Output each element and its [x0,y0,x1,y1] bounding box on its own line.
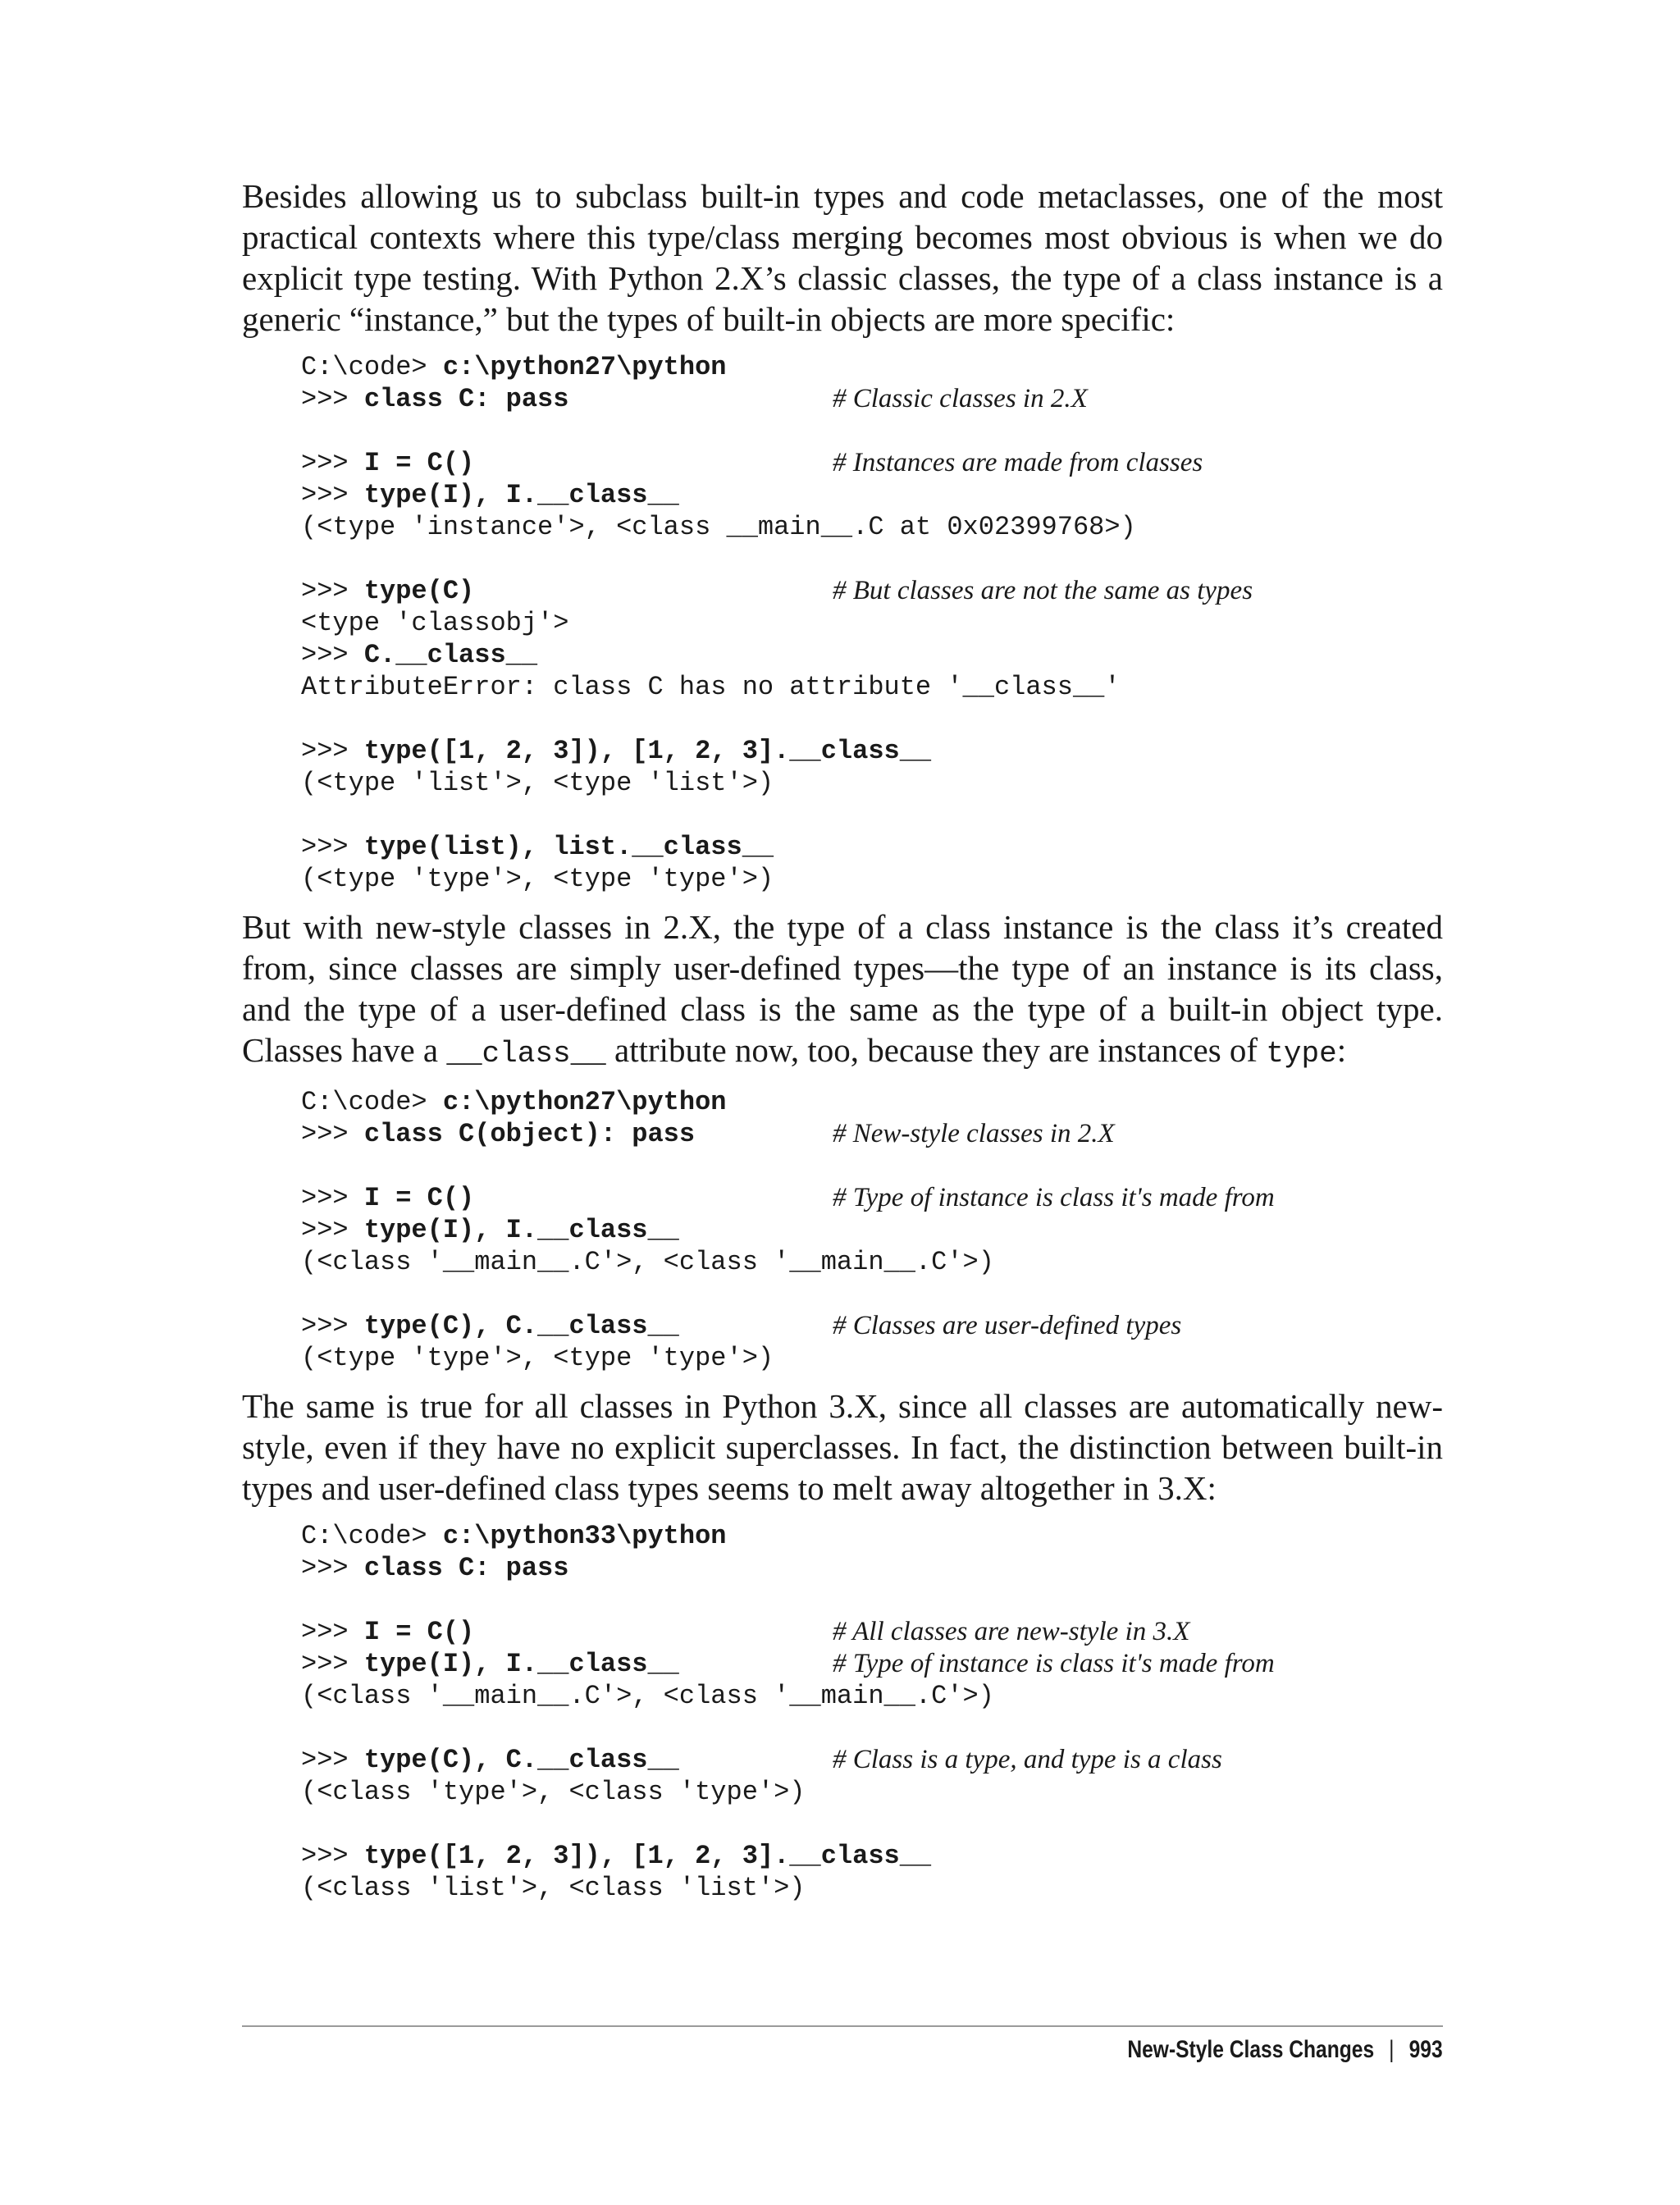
code-prompt: (<type 'type'>, <type 'type'>) [301,864,774,894]
code-comment: # Classic classes in 2.X [833,384,1088,413]
code-line [301,383,1443,415]
code-command: type(I), I.__class__ [363,1215,679,1245]
code-line [301,1278,1443,1310]
code-prompt: (<type 'type'>, <type 'type'>) [301,1343,774,1373]
code-command: c:\python27\python [442,1087,727,1117]
code-line [301,1680,1443,1712]
code-line [301,1712,1443,1744]
code-command: class C: pass [363,384,569,414]
code-comment: # Type of instance is class it's made from [833,1183,1275,1212]
code-command: I = C() [363,1183,475,1213]
code-line [301,1342,1443,1374]
code-command: I = C() [363,448,475,478]
code-prompt: C:\code> [301,1087,443,1117]
code-command: I = C() [363,1617,475,1647]
code-prompt: (<class '__main__.C'>, <class '__main__.C'>) [301,1247,994,1277]
code-line [301,639,1443,671]
footer-section-title: New-Style Class Changes [1127,2036,1375,2063]
inline-code-class-attr: __class__ [446,1037,606,1071]
paragraph-2 [242,906,1443,1075]
code-prompt: <type 'classobj'> [301,608,569,638]
code-prompt: >>> [301,1183,364,1213]
code-prompt: >>> [301,1119,364,1149]
code-command: type(I), I.__class__ [363,480,679,510]
code-line [301,351,1443,383]
code-prompt: >>> [301,384,364,414]
code-line [301,1872,1443,1904]
code-line [301,703,1443,735]
code-comment: # All classes are new-style in 3.X [833,1617,1190,1646]
code-line [301,671,1443,703]
code-prompt: >>> [301,1745,364,1775]
code-prompt: >>> [301,448,364,478]
code-line [301,575,1443,607]
code-line [301,511,1443,543]
code-prompt: >>> [301,736,364,766]
code-command: class C(object): pass [363,1119,696,1149]
code-line [301,1808,1443,1840]
code-line [301,735,1443,767]
code-command: type(I), I.__class__ [363,1649,679,1679]
code-prompt: >>> [301,832,364,862]
code-prompt: (<class 'list'>, <class 'list'>) [301,1873,806,1903]
code-prompt: C:\code> [301,1521,443,1551]
page-footer [1128,2036,1443,2064]
code-line [301,1776,1443,1808]
code-line [301,1118,1443,1150]
footer-separator: | [1389,2036,1395,2063]
code-comment: # Type of instance is class it's made from [833,1649,1275,1678]
code-line [301,479,1443,511]
code-line [301,1520,1443,1552]
code-command: c:\python33\python [442,1521,727,1551]
paragraph-3 [242,1386,1443,1509]
code-comment: # But classes are not the same as types [833,576,1253,605]
code-line [301,1616,1443,1648]
code-prompt: >>> [301,1617,364,1647]
code-prompt: >>> [301,1841,364,1871]
code-prompt: C:\code> [301,352,443,382]
code-command: type(C), C.__class__ [363,1311,679,1341]
code-line [301,1214,1443,1246]
code-line [301,1182,1443,1214]
code-command: c:\python27\python [442,352,727,382]
code-command: type(C) [363,576,475,606]
code-line [301,1150,1443,1182]
code-prompt: >>> [301,640,364,670]
code-line [301,767,1443,799]
paragraph-1-text: Besides allowing us to subclass built-in types and code metaclasses, one of the most practical contexts where this type/class merging becomes most obvious is when we do explicit type testing. With Python 2.X’s classic classes, the type of a class instance is a generic “instance,” but the types of built-in objects are more specific: [242,177,1443,338]
code-line [301,863,1443,895]
paragraph-1 [242,176,1443,340]
paragraph-2-text-c: : [1336,1031,1347,1069]
code-line [301,1552,1443,1584]
code-prompt: (<type 'list'>, <type 'list'>) [301,768,774,798]
code-comment: # Instances are made from classes [833,448,1203,477]
code-comment: # New-style classes in 2.X [833,1119,1115,1148]
code-prompt: AttributeError: class C has no attribute '__class__' [301,672,1121,702]
code-line [301,1744,1443,1776]
code-line [301,1648,1443,1680]
code-line [301,1840,1443,1872]
code-prompt: (<class '__main__.C'>, <class '__main__.C'>) [301,1681,994,1711]
code-command: type(list), list.__class__ [363,832,774,862]
code-block-2 [301,1086,1443,1374]
code-comment: # Classes are user-defined types [833,1311,1182,1340]
code-prompt: >>> [301,1553,364,1583]
code-block-3 [301,1520,1443,1904]
code-line [301,1584,1443,1616]
code-prompt: (<class 'type'>, <class 'type'>) [301,1777,806,1807]
code-prompt: >>> [301,1311,364,1341]
code-line [301,1086,1443,1118]
footer-divider [242,2025,1443,2027]
code-command: type([1, 2, 3]), [1, 2, 3].__class__ [363,736,932,766]
code-comment: # Class is a type, and type is a class [833,1745,1222,1774]
page-content [242,176,1443,1915]
code-prompt: (<type 'instance'>, <class __main__.C at 0x02399768>) [301,512,1136,542]
code-line [301,447,1443,479]
code-line [301,1310,1443,1342]
code-command: C.__class__ [363,640,538,670]
code-line [301,543,1443,575]
code-prompt: >>> [301,1649,364,1679]
inline-code-type: type [1266,1037,1337,1071]
code-block-1 [301,351,1443,895]
paragraph-3-text: The same is true for all classes in Python 3.X, since all classes are automatically new-style, even if they have no explicit superclasses. In fact, the distinction between built-in types and user-defined class types seems to melt away altogether in 3.X: [242,1387,1443,1507]
code-command: class C: pass [363,1553,569,1583]
code-command: type([1, 2, 3]), [1, 2, 3].__class__ [363,1841,932,1871]
code-line [301,799,1443,831]
code-line [301,607,1443,639]
paragraph-2-text-b: attribute now, too, because they are instances of [605,1031,1267,1069]
paragraph-2-text-a: But with new-style classes in 2.X, the type of a class instance is the class it’s created from, since classes are simply user-defined types—the type of an instance is its class, and the type of a user-defined class is the same as the type of a built-in object type. Classes have a [242,908,1443,1069]
code-prompt: >>> [301,1215,364,1245]
code-command: type(C), C.__class__ [363,1745,679,1775]
code-line [301,831,1443,863]
code-line [301,415,1443,447]
page-number: 993 [1408,2036,1443,2063]
code-line [301,1246,1443,1278]
code-prompt: >>> [301,480,364,510]
code-prompt: >>> [301,576,364,606]
